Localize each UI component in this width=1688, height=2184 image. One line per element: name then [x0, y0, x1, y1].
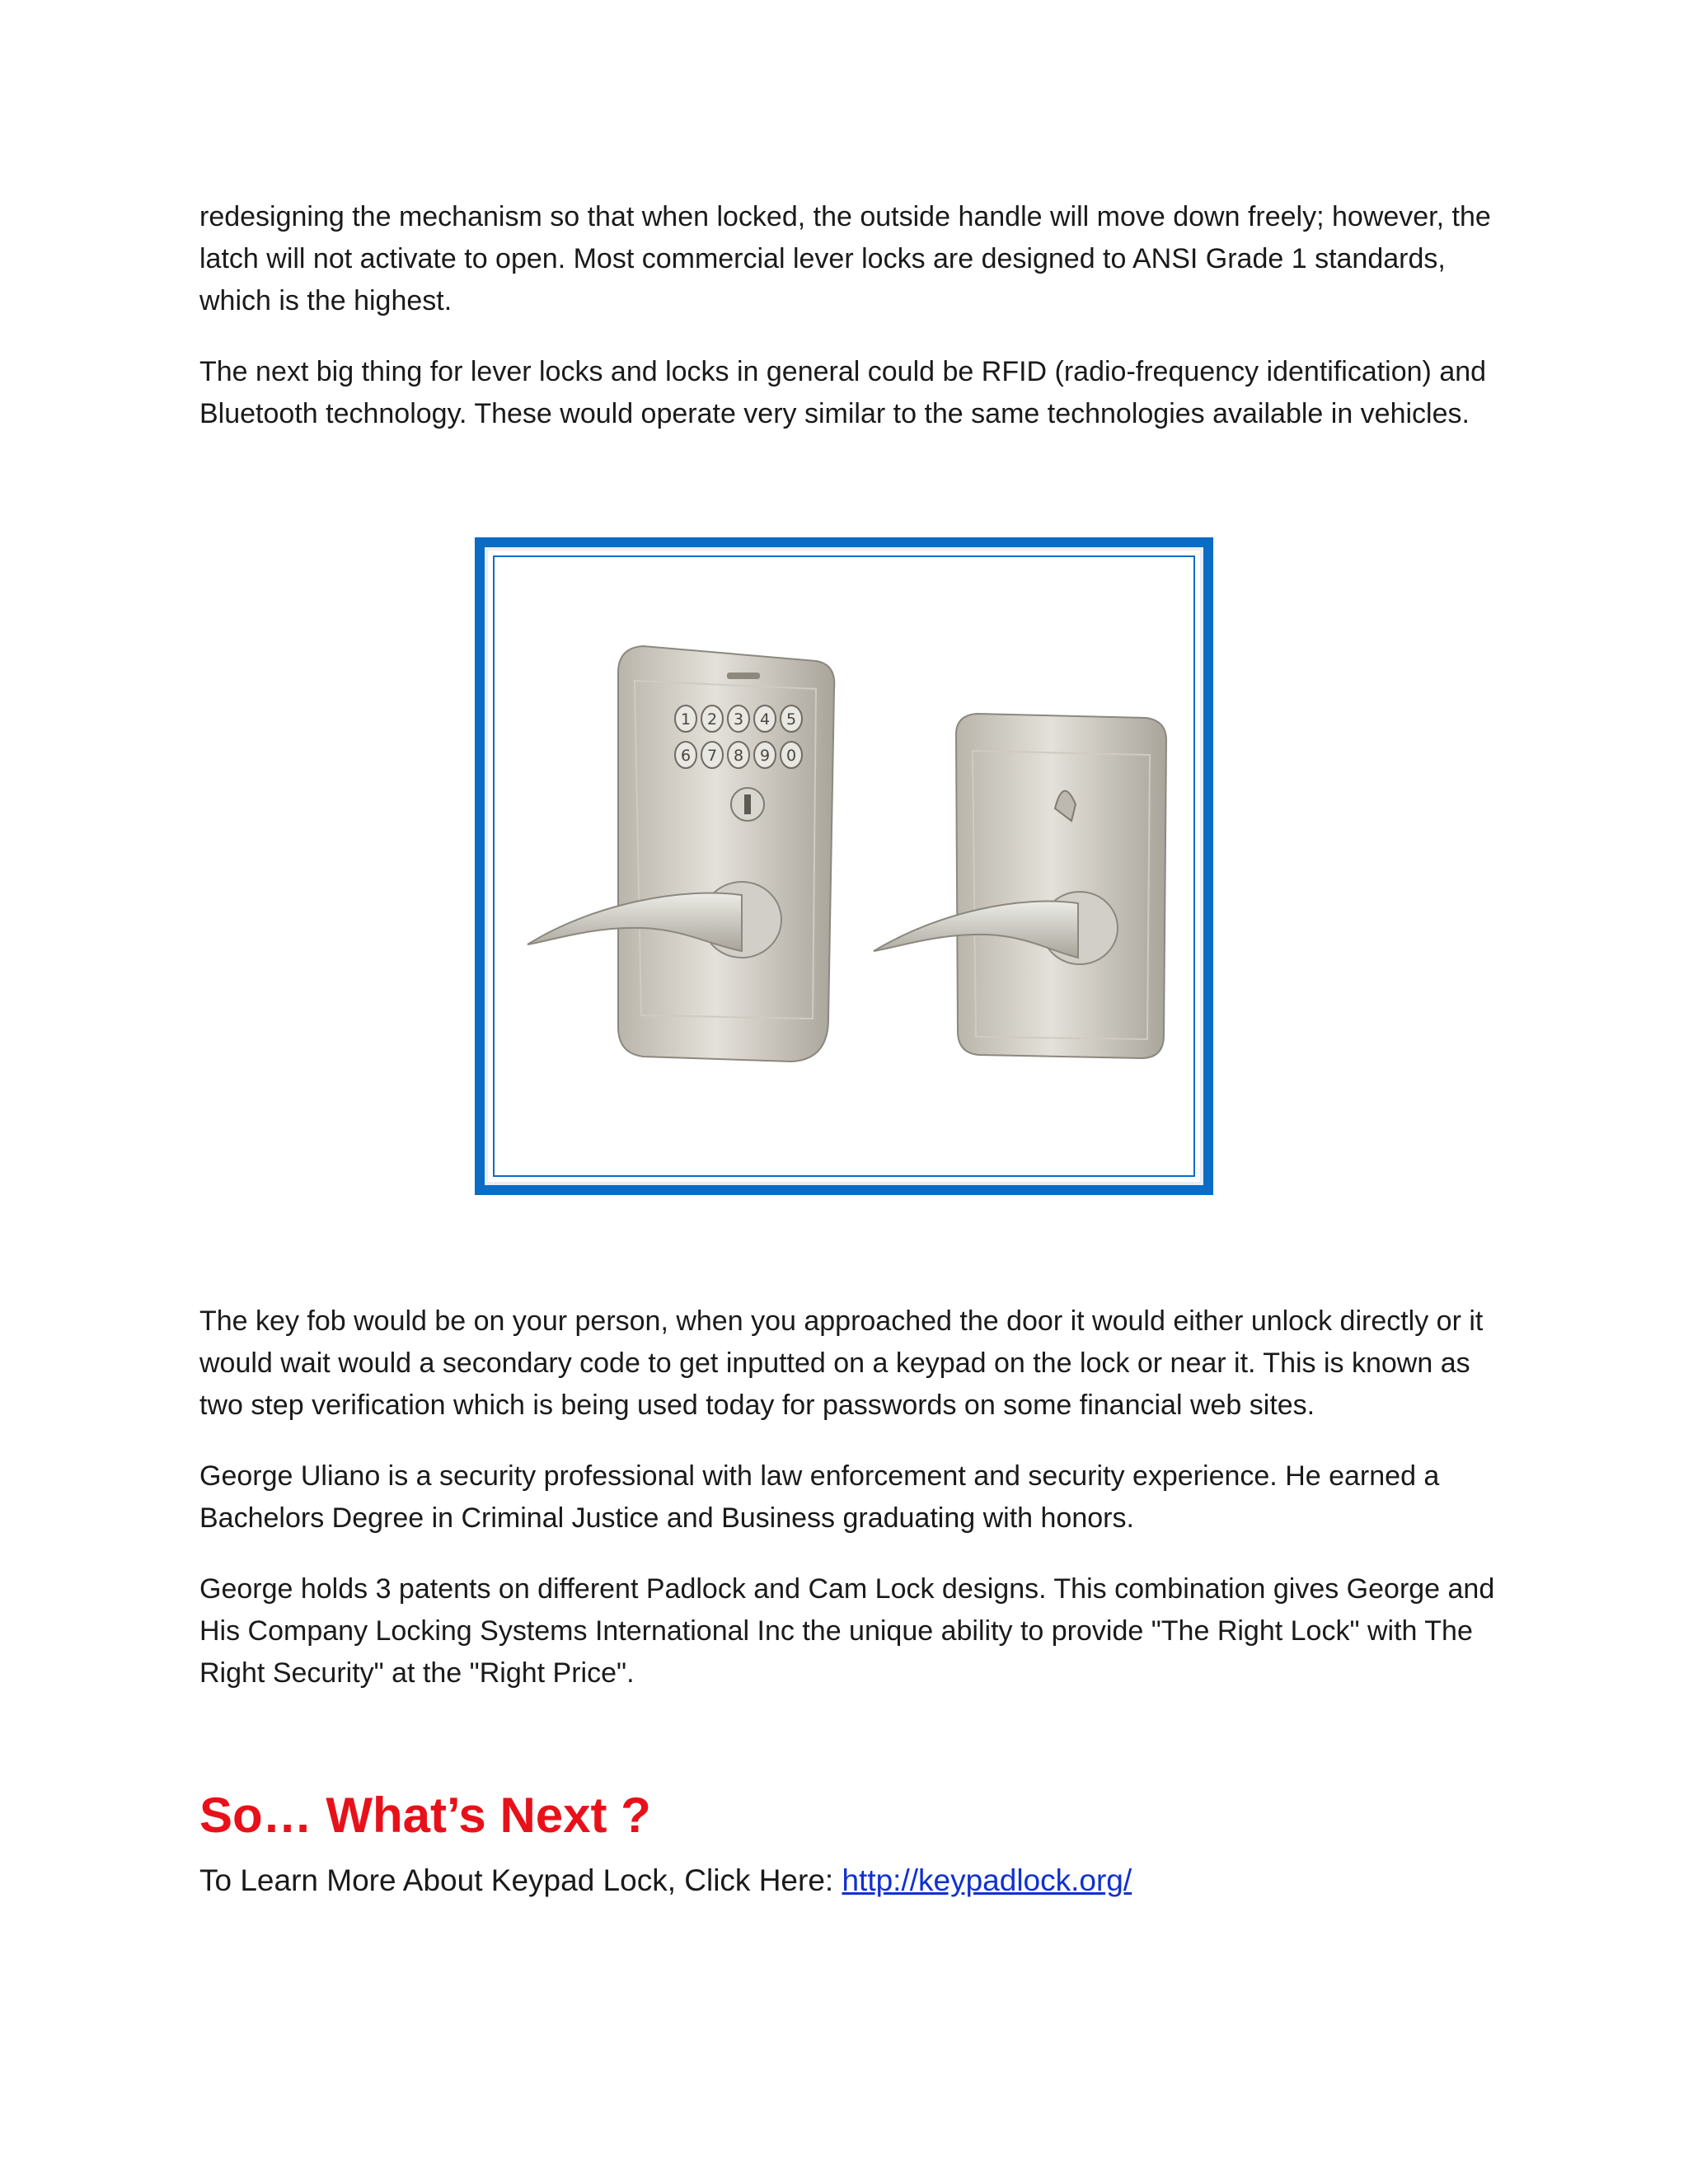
lever-lock-image-frame: [475, 537, 1213, 1195]
interior-lever-lock: [874, 714, 1166, 1058]
learn-more-text: To Learn More About Keypad Lock, Click Here:: [199, 1863, 842, 1897]
paragraph-patents: George holds 3 patents on different Padlock and Cam Lock designs. This combination gives George and His Company Locking Systems International Inc the unique ability to provide "The Right Lock" with The Right Security" at the "Right Price".: [199, 1573, 1495, 1689]
keypad-indicator-icon: [727, 673, 760, 679]
learn-more-line: [199, 1859, 1132, 1902]
paragraph-author-bio: George Uliano is a security professional with law enforcement and security experience. He earned a Bachelors Degree in Criminal Justice and Business graduating with honors.: [199, 1460, 1440, 1534]
keypad-digit: 3: [733, 710, 744, 729]
keypad-digit: 4: [759, 710, 771, 729]
keypad-digit: 9: [759, 747, 771, 765]
keypad-lever-lock: [528, 646, 834, 1062]
keypad-digit: 6: [680, 747, 692, 765]
keypad-digit: 1: [680, 710, 692, 729]
lever-lock-image: [493, 555, 1195, 1177]
keypad-digit: 2: [706, 710, 718, 729]
keypad-digit: 0: [785, 747, 797, 765]
keypad-digit: 8: [733, 747, 744, 765]
whats-next-heading: So… What’s Next ?: [199, 1788, 651, 1843]
keypadlock-link[interactable]: http://keypadlock.org/: [842, 1863, 1132, 1897]
keypad-digit: 5: [785, 710, 797, 729]
paragraph-rfid-bluetooth: The next big thing for lever locks and locks in general could be RFID (radio-frequency identification) and Bluetooth technology. These would operate very similar to the same technologies available in vehicles.: [199, 356, 1487, 429]
paragraph-lever-lock-mechanism: redesigning the mechanism so that when locked, the outside handle will move down freely; however, the latch will not activate to open. Most commercial lever locks are designed to ANSI Grade 1 standards, which is the highest.: [199, 201, 1491, 316]
paragraph-key-fob: The key fob would be on your person, when you approached the door it would either unlock directly or it would wait would a secondary code to get inputted on a keypad on the lock or near it. This is known as two step verification which is being used today for passwords on some financial web sites.: [199, 1305, 1484, 1421]
keypad-digit: 7: [706, 747, 718, 765]
